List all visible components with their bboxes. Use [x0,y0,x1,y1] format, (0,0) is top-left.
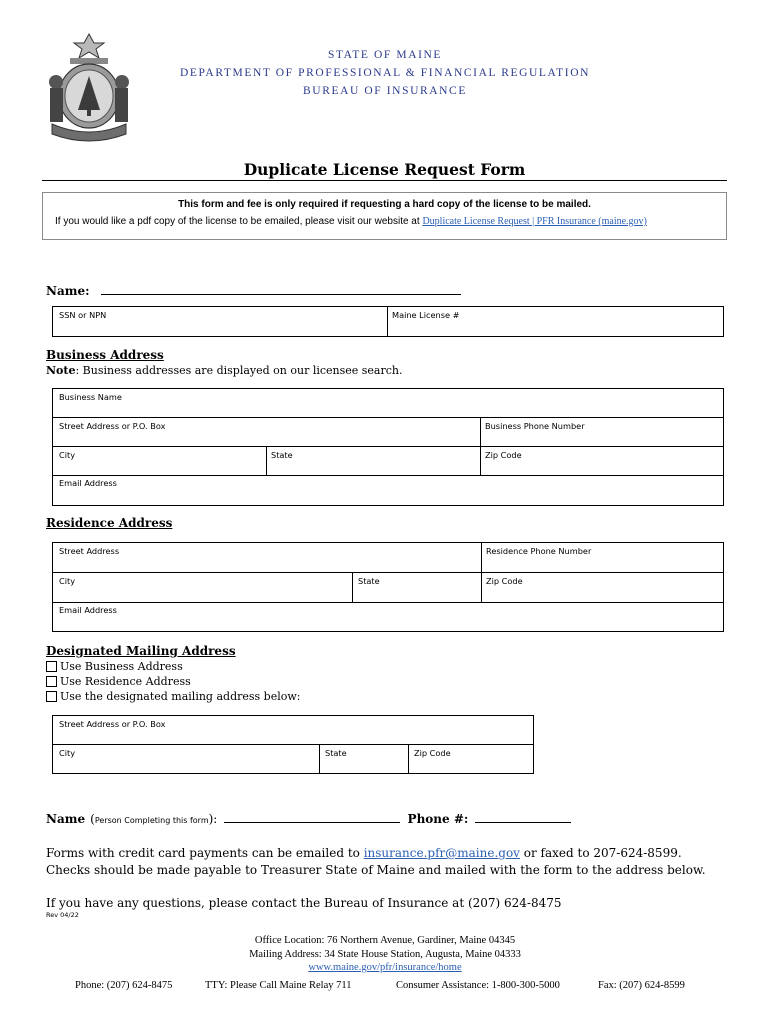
name-blank[interactable] [101,294,461,295]
business-city-field[interactable]: City [59,450,76,460]
mailing-street-field[interactable]: Street Address or P.O. Box [59,719,166,729]
note-text: : Business addresses are displayed on our licensee search. [75,364,403,377]
payment-line-1-text: Forms with credit card payments can be emailed to [46,846,364,860]
name-row [46,280,461,299]
residence-address-box [52,542,724,632]
payment-line-1 [46,845,736,862]
ssn-field[interactable]: SSN or NPN [59,310,107,320]
ssn-license-box [52,306,724,337]
header-department: DEPARTMENT OF PROFESSIONAL & FINANCIAL REGULATION [179,67,591,79]
use-residence-label: Use Residence Address [60,675,191,688]
phone-label: Phone #: [407,812,469,826]
paren-open: ( [90,812,95,826]
business-state-field[interactable]: State [271,450,293,460]
use-designated-option[interactable] [46,690,300,703]
notice-box [42,192,727,240]
use-residence-option[interactable] [46,675,191,688]
footer-tty: TTY: Please Call Maine Relay 711 [205,980,352,991]
signer-sub-label: Person Completing this form [94,816,209,825]
footer-consumer: Consumer Assistance: 1-800-300-5000 [396,980,560,991]
name-label: Name: [46,284,90,298]
use-business-label: Use Business Address [60,660,183,673]
duplicate-license-link[interactable]: Duplicate License Request | PFR Insurance (maine.gov) [422,216,647,227]
phone-blank[interactable] [475,822,571,823]
signer-name-blank[interactable] [224,822,400,823]
business-address-title: Business Address [46,348,164,362]
business-note [46,364,403,377]
form-title: Duplicate License Request Form [243,160,526,179]
payment-line-1-end: or faxed to 207-624-8599. [519,846,682,860]
mailing-address-title: Designated Mailing Address [46,644,236,658]
title-rule [42,180,727,181]
questions-line: If you have any questions, please contact the Bureau of Insurance at (207) 624-8475 [46,896,562,910]
footer-office: Office Location: 76 Northern Avenue, Gardiner, Maine 04345 [254,935,516,946]
header-state: STATE OF MAINE [327,49,443,61]
checkbox-designated[interactable] [46,691,57,702]
business-street-field[interactable]: Street Address or P.O. Box [59,421,166,431]
residence-state-field[interactable]: State [358,576,380,586]
mailing-state-field[interactable]: State [325,748,347,758]
maine-license-field[interactable]: Maine License # [392,310,460,320]
payment-paragraph [46,845,736,879]
residence-street-field[interactable]: Street Address [59,546,120,556]
mailing-address-box [52,715,534,774]
residence-zip-field[interactable]: Zip Code [486,576,523,586]
business-phone-field[interactable]: Business Phone Number [485,421,585,431]
note-bold: Note [46,364,76,377]
insurance-email-link[interactable]: insurance.pfr@maine.gov [363,846,520,860]
residence-phone-field[interactable]: Residence Phone Number [486,546,592,556]
residence-address-title: Residence Address [46,516,173,530]
mailing-city-field[interactable]: City [59,748,76,758]
use-business-option[interactable] [46,660,183,673]
footer-website-row [0,962,770,973]
residence-email-field[interactable]: Email Address [59,605,117,615]
business-email-field[interactable]: Email Address [59,478,117,488]
footer-fax: Fax: (207) 624-8599 [598,980,685,991]
footer-website-link[interactable]: www.maine.gov/pfr/insurance/home [308,962,462,973]
paren-close: ): [208,812,218,826]
business-zip-field[interactable]: Zip Code [485,450,522,460]
footer-phone: Phone: (207) 624-8475 [75,980,173,991]
signer-name-label: Name [46,812,86,826]
header-bureau: BUREAU OF INSURANCE [303,85,467,97]
checkbox-residence[interactable] [46,676,57,687]
payment-line-2: Checks should be made payable to Treasurer State of Maine and mailed with the form to the address below. [46,863,706,877]
checkbox-business[interactable] [46,661,57,672]
residence-city-field[interactable]: City [59,576,76,586]
signer-row [46,808,571,827]
notice-line-2 [55,214,715,229]
notice-line-1: This form and fee is only required if requesting a hard copy of the license to be mailed. [178,199,591,210]
mailing-zip-field[interactable]: Zip Code [414,748,451,758]
notice-line-2-text: If you would like a pdf copy of the license to be emailed, please visit our website at [55,216,423,227]
footer-mailing: Mailing Address: 34 State House Station, Augusta, Maine 04333 [249,949,521,960]
revision-label: Rev 04/22 [46,911,79,919]
business-name-field[interactable]: Business Name [59,392,122,402]
use-designated-label: Use the designated mailing address below: [60,690,301,703]
business-address-box [52,388,724,506]
maine-state-seal-icon [42,30,136,142]
